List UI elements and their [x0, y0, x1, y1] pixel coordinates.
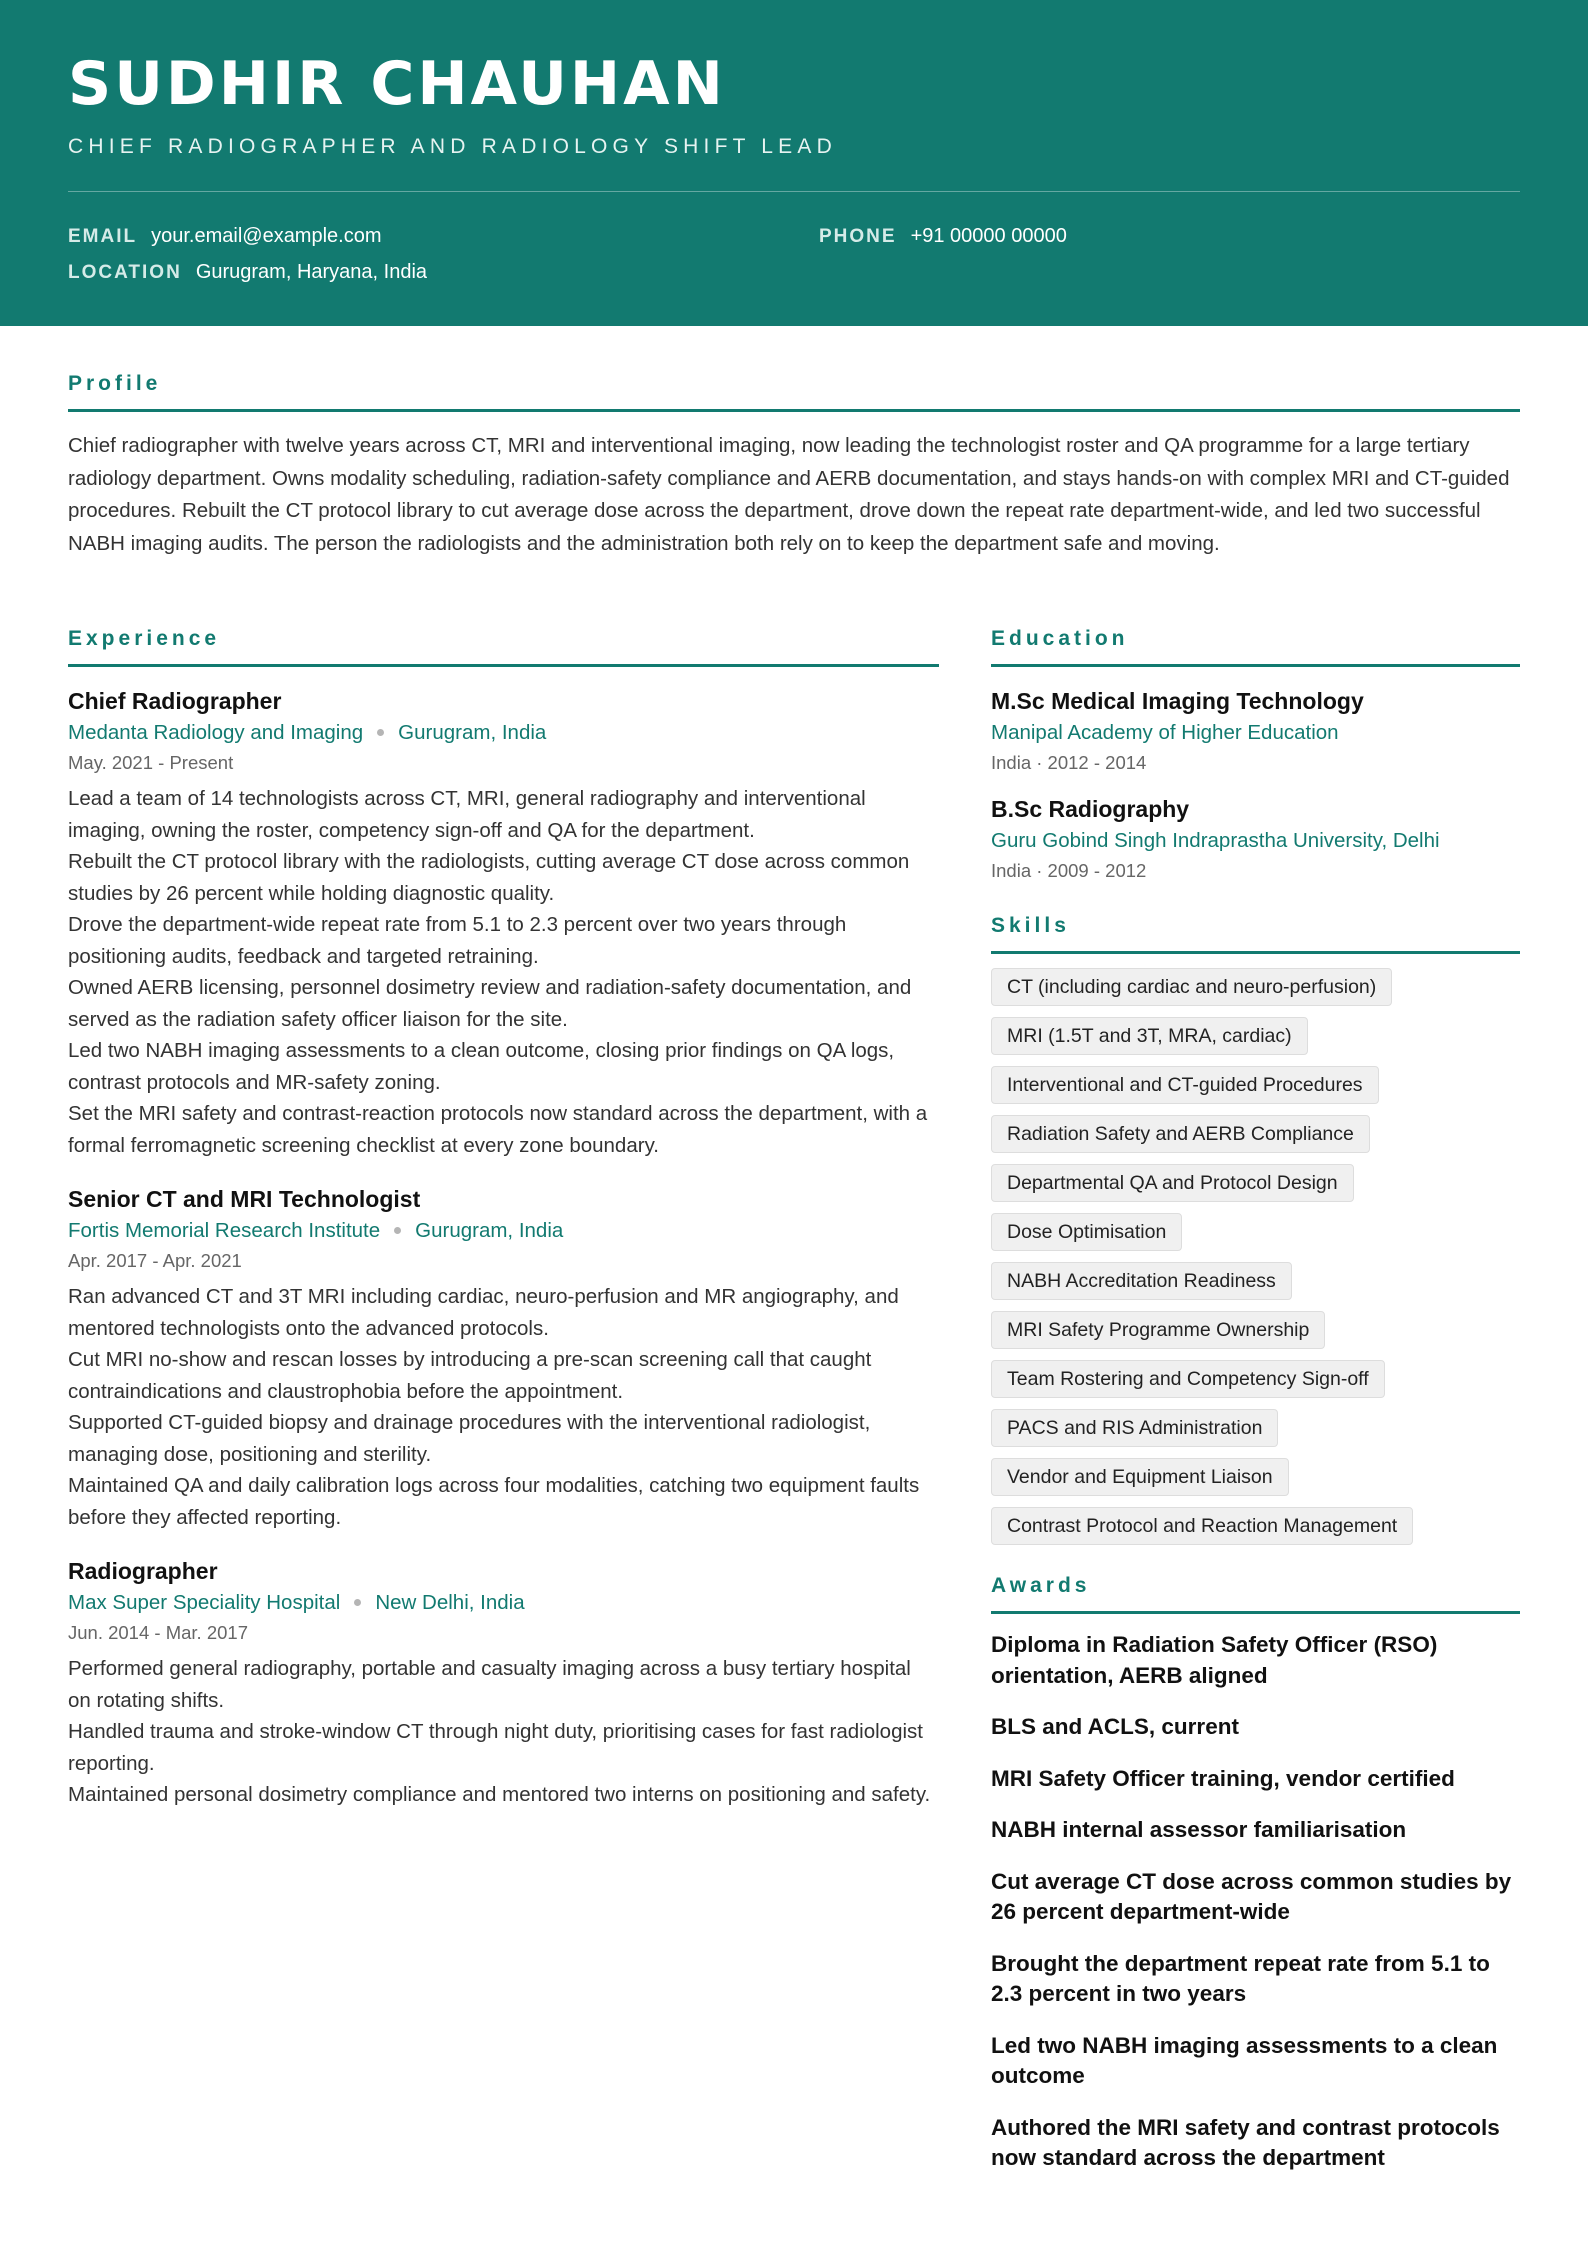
candidate-title: CHIEF RADIOGRAPHER AND RADIOLOGY SHIFT LEAD — [68, 135, 837, 158]
contact-location — [68, 254, 427, 291]
phone-value: +91 00000 00000 — [910, 225, 1067, 247]
job-bullet: Led two NABH imaging assessments to a clean outcome, closing prior findings on QA logs, contrast protocols and MR-safety zoning. — [68, 1039, 895, 1094]
right-column — [991, 626, 1520, 2195]
header-divider — [68, 191, 1520, 192]
email-value[interactable]: your.email@example.com — [151, 225, 382, 247]
skills-list — [991, 968, 1520, 1545]
edu-meta: India · 2012 - 2014 — [991, 752, 1147, 773]
award-item: MRI Safety Officer training, vendor certified — [991, 1765, 1455, 1791]
separator-dot — [354, 1599, 361, 1606]
award-item: Led two NABH imaging assessments to a clean outcome — [991, 2032, 1498, 2088]
award-item: BLS and ACLS, current — [991, 1714, 1239, 1739]
location-value: Gurugram, Haryana, India — [195, 261, 428, 283]
edu-degree: B.Sc Radiography — [991, 796, 1190, 822]
job-location: Gurugram, India — [398, 721, 547, 744]
skill-tag: Team Rostering and Competency Sign-off — [991, 1360, 1385, 1398]
job-entry — [68, 1555, 939, 1811]
job-company: Fortis Memorial Research Institute — [68, 1219, 381, 1242]
profile-heading: Profile — [68, 371, 1520, 412]
skill-tag: Vendor and Equipment Liaison — [991, 1458, 1289, 1496]
resume-header — [0, 0, 1588, 326]
edu-meta: India · 2009 - 2012 — [991, 860, 1147, 881]
job-bullet: Set the MRI safety and contrast-reaction protocols now standard across the department, with a formal ferromagnetic screening checklist at every zone boundary. — [68, 1102, 928, 1157]
job-title: Radiographer — [68, 1558, 218, 1584]
candidate-name: SUDHIR CHAUHAN — [68, 49, 726, 119]
edu-school: Guru Gobind Singh Indraprastha University, Delhi — [991, 829, 1440, 852]
job-meta — [68, 717, 939, 749]
skill-tag: MRI Safety Programme Ownership — [991, 1311, 1325, 1349]
skill-tag: MRI (1.5T and 3T, MRA, cardiac) — [991, 1017, 1308, 1055]
job-bullet: Ran advanced CT and 3T MRI including cardiac, neuro-perfusion and MR angiography, and mentored technologists onto the advanced protocols. — [68, 1285, 899, 1340]
skill-tag: CT (including cardiac and neuro-perfusion) — [991, 968, 1392, 1006]
skill-tag: Contrast Protocol and Reaction Management — [991, 1507, 1413, 1545]
award-item: Diploma in Radiation Safety Officer (RSO) orientation, AERB aligned — [991, 1632, 1438, 1688]
job-entry — [68, 685, 939, 1161]
contact-email — [68, 218, 382, 255]
job-dates: Apr. 2017 - Apr. 2021 — [68, 1250, 242, 1271]
job-bullet: Lead a team of 14 technologists across CT, MRI, general radiography and interventional imaging, owning the roster, competency sign-off and QA for the department. — [68, 787, 866, 842]
awards-section — [991, 1573, 1520, 2174]
skill-tag: PACS and RIS Administration — [991, 1409, 1278, 1447]
job-bullet: Drove the department-wide repeat rate from 5.1 to 2.3 percent over two years through positioning audits, feedback and targeted retraining. — [68, 913, 847, 968]
job-meta — [68, 1587, 939, 1619]
separator-dot — [377, 729, 384, 736]
education-entry — [991, 793, 1520, 885]
job-bullet: Maintained personal dosimetry compliance and mentored two interns on positioning and safety. — [68, 1783, 931, 1806]
skill-tag: Dose Optimisation — [991, 1213, 1182, 1251]
awards-heading: Awards — [991, 1573, 1520, 1614]
profile-section — [68, 371, 1520, 560]
award-item: Cut average CT dose across common studies by 26 percent department-wide — [991, 1868, 1512, 1924]
job-bullet: Rebuilt the CT protocol library with the radiologists, cutting average CT dose across common studies by 26 percent while holding diagnostic quality. — [68, 850, 910, 905]
job-bullet: Handled trauma and stroke-window CT through night duty, prioritising cases for fast radiologist reporting. — [68, 1720, 923, 1775]
skills-heading: Skills — [991, 913, 1520, 954]
job-bullet: Owned AERB licensing, personnel dosimetry review and radiation-safety documentation, and served as the radiation safety officer liaison for the site. — [68, 976, 912, 1031]
job-title: Chief Radiographer — [68, 688, 282, 714]
profile-text: Chief radiographer with twelve years across CT, MRI and interventional imaging, now leading the technologist roster and QA programme for a large tertiary radiology department. Owns modality scheduling, radiation-safety compliance and AERB documentation, and stays hands-on with complex MRI and CT-guided procedures. Rebuilt the CT protocol library to cut average dose across the department, drove down the repeat rate department-wide, and led two successful NABH imaging audits. The person the radiologists and the administration both rely on to keep the department safe and moving. — [68, 434, 1510, 555]
job-bullet: Performed general radiography, portable and casualty imaging across a busy tertiary hospital on rotating shifts. — [68, 1657, 911, 1712]
contact-block — [68, 218, 1520, 290]
job-bullet: Cut MRI no-show and rescan losses by introducing a pre-scan screening call that caught contraindications and claustrophobia before the appointment. — [68, 1348, 872, 1403]
job-title: Senior CT and MRI Technologist — [68, 1186, 421, 1212]
job-location: New Delhi, India — [375, 1591, 525, 1614]
job-location: Gurugram, India — [415, 1219, 564, 1242]
skills-section — [991, 913, 1520, 1545]
separator-dot — [394, 1227, 401, 1234]
email-label: EMAIL — [68, 226, 138, 247]
job-dates: Jun. 2014 - Mar. 2017 — [68, 1622, 248, 1643]
job-company: Medanta Radiology and Imaging — [68, 721, 364, 744]
award-item: Brought the department repeat rate from 5.1 to 2.3 percent in two years — [991, 1950, 1490, 2006]
job-bullet: Maintained QA and daily calibration logs across four modalities, catching two equipment faults before they affected reporting. — [68, 1474, 920, 1529]
skill-tag: Radiation Safety and AERB Compliance — [991, 1115, 1370, 1153]
edu-school: Manipal Academy of Higher Education — [991, 721, 1339, 744]
skill-tag: Interventional and CT-guided Procedures — [991, 1066, 1379, 1104]
education-entry — [991, 685, 1520, 777]
award-item: Authored the MRI safety and contrast protocols now standard across the department — [991, 2114, 1500, 2170]
contact-phone — [819, 218, 1067, 255]
education-heading: Education — [991, 626, 1520, 667]
job-dates: May. 2021 - Present — [68, 752, 234, 773]
left-column — [68, 626, 939, 1811]
edu-degree: M.Sc Medical Imaging Technology — [991, 688, 1364, 714]
location-label: LOCATION — [68, 262, 182, 283]
experience-heading: Experience — [68, 626, 939, 667]
awards-list — [991, 1630, 1520, 2174]
phone-label: PHONE — [819, 226, 897, 247]
skill-tag: Departmental QA and Protocol Design — [991, 1164, 1354, 1202]
job-meta — [68, 1215, 939, 1247]
award-item: NABH internal assessor familiarisation — [991, 1817, 1407, 1842]
job-entry — [68, 1183, 939, 1533]
skill-tag: NABH Accreditation Readiness — [991, 1262, 1292, 1300]
job-company: Max Super Speciality Hospital — [68, 1591, 341, 1614]
job-bullet: Supported CT-guided biopsy and drainage procedures with the interventional radiologist, managing dose, positioning and sterility. — [68, 1411, 871, 1466]
